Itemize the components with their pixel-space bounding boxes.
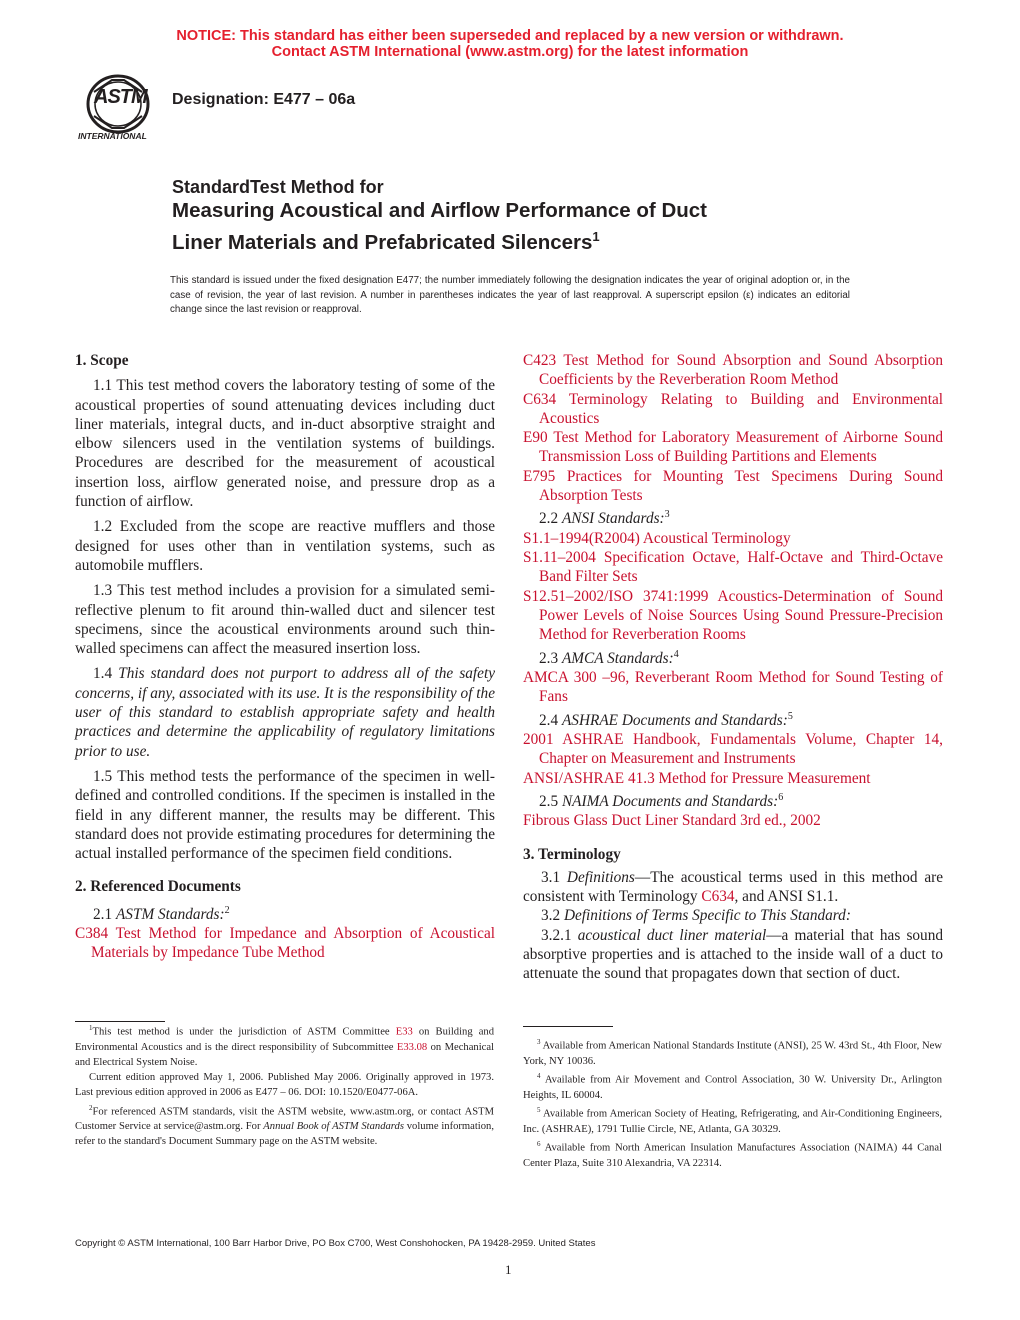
ref-s1-1[interactable]: S1.1–1994(R2004) Acoustical Terminology	[523, 529, 791, 547]
refdocs-heading: 2. Referenced Documents	[75, 878, 241, 896]
footnote-4	[523, 1069, 942, 1103]
intro-note: This standard is issued under the fixed designation E477; the number immediately following the designation indicates the year of original adoption or, in the case of revision, the year of last revision. A number in parentheses indicates the year of last reapproval. A superscript epsilon (ε) indicates an editorial change since the last revision or reapproval.	[170, 275, 850, 316]
ref-e90	[523, 428, 943, 467]
designation: Designation: E477 – 06a	[172, 91, 356, 108]
section-3-1-text: —The acoustical terms used in this method are consistent with Terminology	[523, 868, 943, 906]
section-1-1: 1.1 This test method covers the laboratory testing of some of the acoustical properties of sound attenuating devices including duct liner materials, integral ducts, and in-duct absorptive straight and elbow silencers used in the ventilation systems of buildings. Procedures are described for the measurement of acoustical insertion loss, airflow generated noise, and pressure drop as a function of airflow.	[75, 377, 495, 511]
section-1-5: 1.5 This method tests the performance of the specimen in well-defined and controlled conditions. If the specimen is installed in the field in any different manner, the results may be different. This standard does not provide estimating procedures for determining the actual installed performance of the specimen field conditions.	[75, 767, 495, 863]
footnote-2-italic: Annual Book of ASTM Standards	[263, 1121, 404, 1133]
footnote-3-mark: 3	[537, 1038, 541, 1046]
ref-s1-11[interactable]: S1.11–2004 Specification Octave, Half-Octave and Third-Octave Band Filter Sets	[523, 549, 943, 586]
footnote-3-text: Available from American National Standards Institute (ANSI), 25 W. 43rd St., 4th Floor, New York, NY 10036.	[523, 1040, 942, 1067]
footnote-1-text-a: This test method is under the jurisdiction of ASTM Committee	[92, 1026, 396, 1038]
footnote-1	[75, 1021, 494, 1070]
footnote-2-mark: 2	[89, 1103, 93, 1112]
section-2-5-number: 2.5	[539, 792, 562, 810]
footnotes-left	[75, 1021, 494, 1150]
ref-e90-title: Test Method for Laboratory Measurement of Airborne Sound Transmission Loss of Building Partitions and Elements	[539, 429, 943, 466]
ref-c423-code[interactable]: C423	[523, 352, 557, 369]
section-3-2-1-number: 3.2.1	[541, 926, 578, 944]
ref-c384-title: Test Method for Impedance and Absorption of Acoustical Materials by Impedance Tube Method	[91, 925, 495, 962]
section-2-4-sup: 5	[787, 710, 793, 722]
document-title	[172, 176, 932, 256]
section-2-2	[523, 505, 943, 528]
section-2-2-text: ANSI Standards:	[561, 510, 665, 528]
section-1-4-number: 1.4	[93, 665, 119, 683]
ref-c423	[523, 351, 943, 390]
section-2-5-sup: 6	[778, 791, 784, 803]
supersede-notice	[0, 28, 1020, 60]
footnote-6-mark: 6	[537, 1139, 541, 1148]
page-number: 1	[505, 1262, 512, 1277]
ref-naima[interactable]: Fibrous Glass Duct Liner Standard 3rd ed., 2002	[523, 812, 821, 830]
section-2-1-number: 2.1	[93, 905, 116, 923]
ref-e795-code[interactable]: E795	[523, 467, 556, 485]
copyright: Copyright © ASTM International, 100 Barr Harbor Drive, PO Box C700, West Conshohocken, PA 19428-2959. United States	[75, 1238, 596, 1249]
section-3-2-text: Definitions of Terms Specific to This Standard:	[563, 907, 851, 925]
footnote-5	[523, 1103, 942, 1137]
ref-e795	[523, 467, 943, 506]
right-column	[523, 351, 943, 984]
footnote-1-mark: 1	[89, 1024, 93, 1032]
section-3-2-number: 3.2	[541, 907, 564, 925]
section-2-2-number: 2.2	[539, 510, 562, 528]
section-2-1-text: ASTM Standards:	[115, 905, 225, 923]
section-1-4-text: This standard does not purport to address all of the safety concerns, if any, associated with its use. It is the responsibility of the user of this standard to establish appropriate safety and health practices and determine the applicability of regulatory limitations prior to use.	[75, 665, 495, 760]
footnote-1-link-e33-08[interactable]: E33.08	[396, 1041, 428, 1053]
section-2-4-text: ASHRAE Documents and Standards:	[561, 711, 788, 729]
section-3-1-text-end: , and ANSI S1.1.	[734, 888, 839, 906]
section-2-5-text: NAIMA Documents and Standards:	[561, 792, 779, 810]
ref-ashrae-handbook[interactable]: 2001 ASHRAE Handbook, Fundamentals Volume, Chapter 14, Chapter on Measurement and Instruments	[523, 730, 943, 768]
section-2-1-sup: 2	[224, 904, 230, 916]
section-3-1-number: 3.1	[541, 868, 567, 886]
footnote-2-text-b: volume information, refer to the standard's Document Summary page on the ASTM website.	[75, 1121, 494, 1148]
ref-c423-title: Test Method for Sound Absorption and Sound Absorption Coefficients by the Reverberation Room Method	[539, 352, 943, 389]
section-1-4	[75, 664, 495, 760]
section-2-1	[75, 901, 495, 924]
section-2-3-number: 2.3	[539, 649, 562, 667]
ref-s12-51[interactable]: S12.51–2002/ISO 3741:1999 Acoustics-Determination of Sound Power Levels of Noise Sources Using Sound Pressure-Precision Method for Reverberation Rooms	[523, 587, 943, 644]
footnote-4-mark: 4	[537, 1071, 541, 1080]
terminology-heading: 3. Terminology	[523, 845, 621, 863]
footnote-rule-right	[523, 1026, 613, 1027]
footnote-1-text-b: on Building and Environmental Acoustics and is the direct responsibility of Subcommittee	[75, 1026, 494, 1053]
footnote-1-edition: Current edition approved May 1, 2006. Published May 2006. Originally approved in 1973. Last previous edition approved in 2006 as E477 – 06. DOI: 10.1520/E0477-06A.	[75, 1072, 494, 1099]
title-line-2: Measuring Acoustical and Airflow Performance of Duct	[172, 199, 707, 222]
footnote-3	[523, 1035, 942, 1069]
notice-line-2: Contact ASTM International (www.astm.org) for the latest information	[271, 44, 749, 60]
ref-c384-code[interactable]: C384	[75, 925, 109, 943]
notice-line-1: NOTICE: This standard has either been superseded and replaced by a new version or withdrawn.	[176, 28, 844, 44]
footnote-6-text: Available from North American Insulation Manufactures Association (NAIMA) 44 Canal Center Plaza, Suite 310 Alexandria, VA 22314.	[523, 1142, 942, 1169]
footnote-5-text: Available from American Society of Heating, Refrigerating, and Air-Conditioning Engineers, Inc. (ASHRAE), 1791 Tullie Circle, NE, Atlanta, GA 30329.	[523, 1108, 942, 1135]
ref-ashrae-41-3[interactable]: ANSI/ASHRAE 41.3 Method for Pressure Measurement	[523, 769, 871, 787]
footnote-2-text-a: For referenced ASTM standards, visit the ASTM website, www.astm.org, or contact ASTM Customer Service at service@astm.org. For	[75, 1106, 494, 1133]
section-2-4	[523, 707, 943, 730]
section-2-3-sup: 4	[673, 648, 679, 660]
section-3-2-1-term: acoustical duct liner material	[577, 926, 767, 944]
ref-amca-300[interactable]: AMCA 300 –96, Reverberant Room Method for Sound Testing of Fans	[523, 668, 943, 706]
section-3-1	[523, 868, 943, 907]
ref-e795-title: Practices for Mounting Test Specimens During Sound Absorption Tests	[539, 467, 943, 505]
ref-c634-code[interactable]: C634	[523, 390, 557, 408]
logo-caption: INTERNATIONAL	[78, 131, 147, 141]
section-2-5	[523, 788, 943, 811]
footnotes-right	[523, 1035, 942, 1171]
footnote-1-link-e33[interactable]: E33	[395, 1026, 413, 1038]
title-line-3: Liner Materials and Prefabricated Silencers	[172, 230, 593, 254]
footnote-5-mark: 5	[537, 1105, 541, 1114]
footnote-1-text-c: on Mechanical and Electrical System Noise.	[75, 1041, 494, 1068]
title-line-1: StandardTest Method for	[172, 177, 384, 197]
logo-letters: ASTM	[94, 86, 147, 108]
ref-c634	[523, 390, 943, 429]
title-footnote-mark: 1	[592, 229, 600, 244]
section-3-2-1	[523, 926, 943, 984]
section-1-3: 1.3 This test method includes a provision for a simulated semi-reflective plenum to fit around thin-walled duct and silencer test specimens, since the acoustical environments around such thin-walled specimens can affect the measured insertion loss.	[75, 582, 495, 658]
ref-e90-code[interactable]: E90	[523, 429, 548, 447]
ref-c384	[75, 924, 495, 963]
section-3-2-1-text: —a material that has sound absorptive properties and is attached to the inside wall of a duct to attenuate the sound that propagates down that section of duct.	[523, 926, 943, 983]
footnote-6	[523, 1137, 942, 1171]
scope-heading: 1. Scope	[75, 352, 129, 369]
section-3-2	[523, 906, 943, 925]
footnote-4-text: Available from Air Movement and Control Association, 30 W. University Dr., Arlington Heights, IL 60004.	[523, 1074, 942, 1101]
footnote-2	[75, 1101, 494, 1150]
section-2-2-sup: 3	[664, 509, 670, 521]
left-column	[75, 351, 495, 963]
ref-c634-title: Terminology Relating to Building and Environmental Acoustics	[539, 390, 943, 427]
section-2-3-text: AMCA Standards:	[561, 649, 674, 667]
section-2-4-number: 2.4	[539, 711, 562, 729]
section-1-2: 1.2 Excluded from the scope are reactive mufflers and those designed for uses other than in ventilation systems, such as automobile mufflers.	[75, 518, 495, 574]
astm-logo	[72, 72, 164, 148]
section-2-3	[523, 645, 943, 668]
section-3-1-term: Definitions	[566, 868, 635, 886]
section-3-1-link-c634[interactable]: C634	[701, 888, 735, 906]
